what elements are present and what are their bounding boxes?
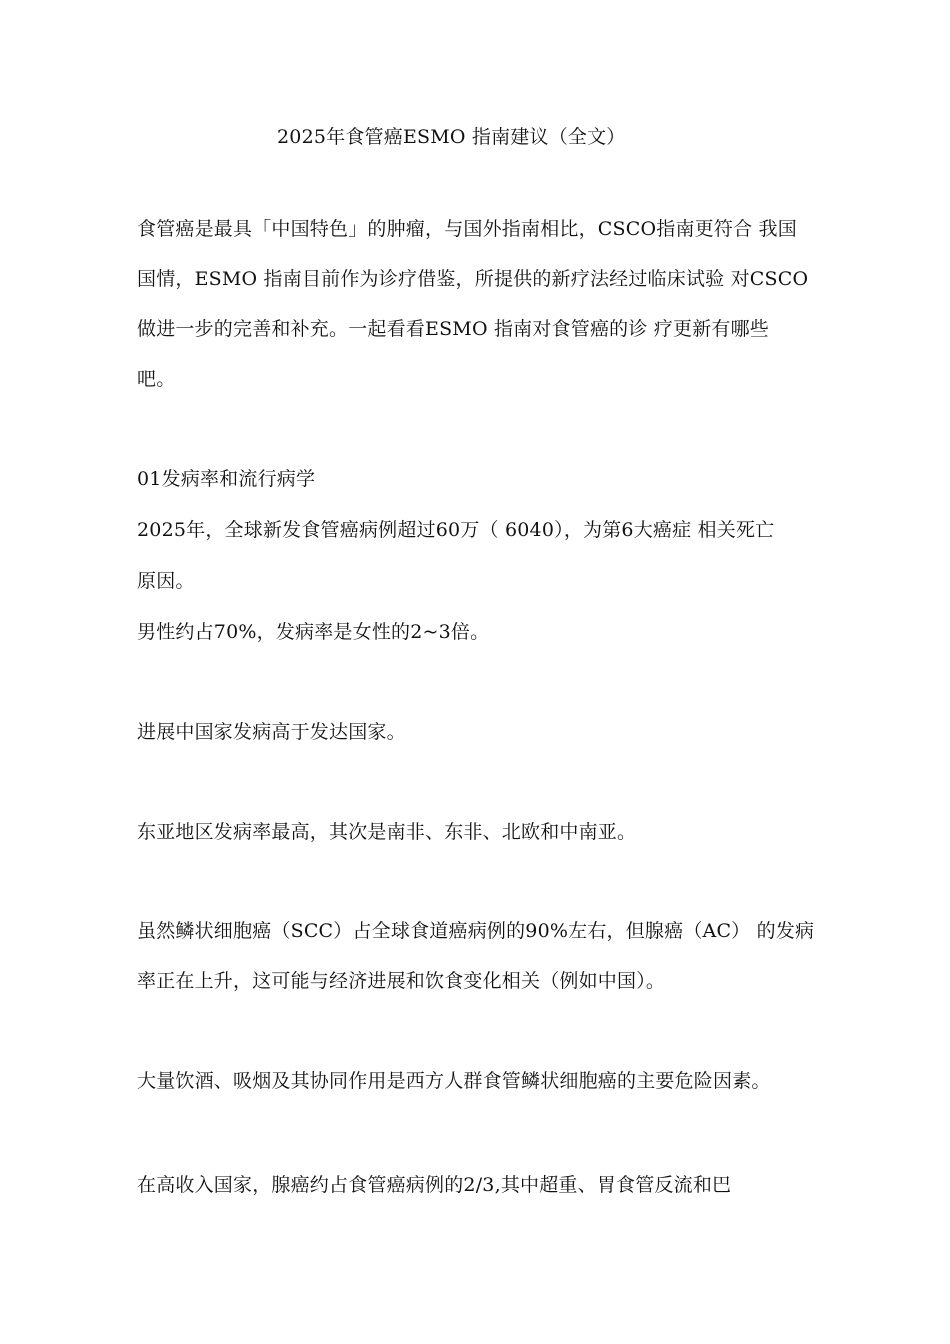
para4: 东亚地区发病率最高，其次是南非、东非、北欧和中南亚。 [137, 821, 637, 843]
section-heading: 01发病率和流行病学 [137, 468, 316, 490]
para3: 进展中国家发病高于发达国家。 [137, 721, 406, 743]
para7: 在高收入国家，腺癌约占食管癌病例的2/3,其中超重、胃食管反流和巴 [137, 1174, 732, 1196]
para2: 男性约占70%，发病率是女性的2~3倍。 [137, 621, 490, 643]
para5-line-2: 率正在上升，这可能与经济进展和饮食变化相关（例如中国）。 [137, 970, 666, 992]
intro-line-1: 食管癌是最具「中国特色」的肿瘤，与国外指南相比，CSCO指南更符合 我国 [137, 218, 797, 240]
para6: 大量饮酒、吸烟及其协同作用是西方人群食管鳞状细胞癌的主要危险因素。 [137, 1070, 771, 1092]
para1-line-1: 2025年，全球新发食管癌病例超过60万（ 6040），为第6大癌症 相关死亡 [137, 519, 775, 541]
document-title: 2025年食管癌ESMO 指南建议（全文） [277, 126, 626, 148]
intro-line-2: 国情，ESMO 指南目前作为诊疗借鉴，所提供的新疗法经过临床试验 对CSCO [137, 268, 809, 290]
para1-line-2: 原因。 [137, 570, 195, 592]
intro-line-3: 做进一步的完善和补充。一起看看ESMO 指南对食管癌的诊 疗更新有哪些 [137, 318, 769, 340]
para5-line-1: 虽然鳞状细胞癌（SCC）占全球食道癌病例的90%左右，但腺癌（AC） 的发病 [137, 920, 815, 942]
intro-line-4: 吧。 [137, 368, 176, 390]
